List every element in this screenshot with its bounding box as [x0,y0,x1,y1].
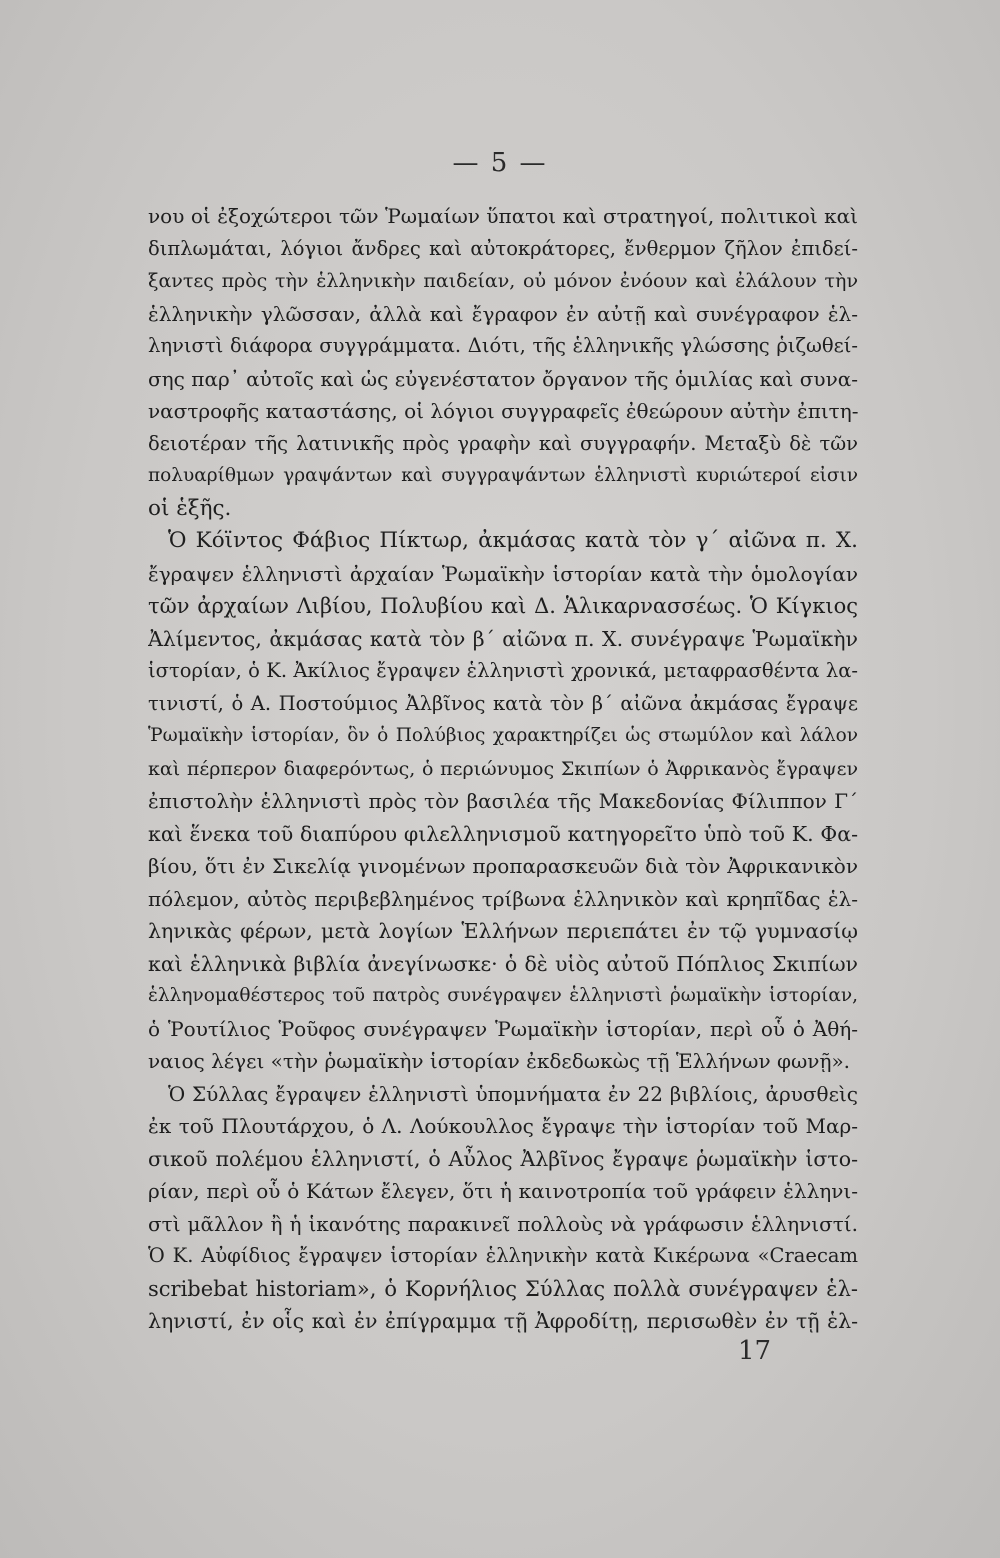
text-line: Ὁ Κ. Αὐφίδιος ἔγραψεν ἱστορίαν ἑλληνικὴν κατὰ Κικέρωνα «Craecam [148,1244,858,1267]
text-line: διπλωμάται, λόγιοι ἄνδρες καὶ αὐτοκράτορες, ἔνθερμον ζῆλον ἐπιδεί- [148,236,858,260]
text-line: βίου, ὅτι ἐν Σικελίᾳ γινομένων προπαρασκευῶν διὰ τὸν Ἀφρικανικὸν [148,854,858,878]
text-line: σικοῦ πολέμου ἑλληνιστί, ὁ Αὖλος Ἀλβῖνος ἔγραψε ῥωμαϊκὴν ἱστο- [148,1146,858,1171]
text-line: ἔγραψεν ἑλληνιστὶ ἀρχαίαν Ῥωμαϊκὴν ἱστορίαν κατὰ τὴν ὁμολογίαν [148,561,858,586]
text-line: Ὁ Σύλλας ἔγραψεν ἑλληνιστὶ ὑπομνήματα ἐν 22 βιβλίοις, ἀρυσθεὶς [168,1081,858,1106]
text-line: scribebat historiam», ὁ Κορνήλιος Σύλλας πολλὰ συνέγραψεν ἑλ- [148,1276,858,1301]
text-line: ἑλληνικὴν γλῶσσαν, ἀλλὰ καὶ ἔγραφον ἐν αὐτῇ καὶ συνέγραφον ἑλ- [148,301,858,326]
text-line: Ῥωμαϊκὴν ἱστορίαν, ὃν ὁ Πολύβιος χαρακτηρίζει ὡς στωμύλον καὶ λάλον [148,725,858,746]
text-line: οἱ ἑξῆς. [148,495,232,521]
text-line: ἑλληνομαθέστερος τοῦ πατρὸς συνέγραψεν ἑλληνιστὶ ῥωμαϊκὴν ἱστορίαν, [148,985,858,1006]
text-line: ναστροφῆς καταστάσης, οἱ λόγιοι συγγραφεῖς ἐθεώρουν αὐτὴν ἐπιτη- [148,399,858,423]
text-line: δειοτέραν τῆς λατινικῆς πρὸς γραφὴν καὶ συγγραφήν. Μεταξὺ δὲ τῶν [148,431,858,455]
text-line: Ὁ Κόϊντος Φάβιος Πίκτωρ, ἀκμάσας κατὰ τὸν γ´ αἰῶνα π. Χ. [168,528,858,553]
text-line: ἱστορίαν, ὁ Κ. Ἀκίλιος ἔγραψεν ἑλληνιστὶ χρονικά, μεταφρασθέντα λα- [148,659,858,682]
text-line: ξαντες πρὸς τὴν ἑλληνικὴν παιδείαν, οὐ μόνον ἐνόουν καὶ ἐλάλουν τὴν [148,270,858,292]
text-line: ὁ Ῥουτίλιος Ῥοῦφος συνέγραψεν Ῥωμαϊκὴν ἱστορίαν, περὶ οὗ ὁ Ἀθή- [148,1016,858,1041]
signature-mark: 17 [738,1336,772,1366]
text-line: ρίαν, περὶ οὗ ὁ Κάτων ἔλεγεν, ὅτι ἡ καινοτροπία τοῦ γράφειν ἑλληνι- [148,1179,858,1203]
text-line: πόλεμον, αὐτὸς περιβεβλημένος τρίβωνα ἑλληνικὸν καὶ κρηπῖδας ἑλ- [148,886,858,911]
text-line: ληνιστί, ἐν οἷς καὶ ἐν ἐπίγραμμα τῇ Ἀφροδίτῃ, περισωθὲν ἐν τῇ ἑλ- [148,1309,858,1333]
text-line: καὶ πέρπερον διαφερόντως, ὁ περιώνυμος Σκιπίων ὁ Ἀφρικανὸς ἔγραψεν [148,757,858,780]
text-line: τῶν ἀρχαίων Λιβίου, Πολυβίου καὶ Δ. Ἁλικαρνασσέως. Ὁ Κίγκιος [148,594,858,618]
text-line: ναιος λέγει «τὴν ῥωμαϊκὴν ἱστορίαν ἐκδεδωκὼς τῇ Ἑλλήνων φωνῇ». [148,1049,851,1073]
text-line: καὶ ἑλληνικὰ βιβλία ἀνεγίνωσκε· ὁ δὲ υἱὸς αὐτοῦ Πόπλιος Σκιπίων [148,951,858,976]
body-text [148,200,858,1338]
text-line: πολυαρίθμων γραψάντων καὶ συγγραψάντων ἑλληνιστὶ κυριώτεροί εἰσιν [148,465,858,486]
text-line: ἐπιστολὴν ἑλληνιστὶ πρὸς τὸν βασιλέα τῆς Μακεδονίας Φίλιππον Γ´ [148,789,858,813]
text-line: Ἀλίμεντος, ἀκμάσας κατὰ τὸν β´ αἰῶνα π. Χ. συνέγραψε Ῥωμαϊκὴν [148,626,858,651]
page-number: — 5 — [452,148,548,178]
text-line: ληνικὰς φέρων, μετὰ λογίων Ἑλλήνων περιεπάτει ἐν τῷ γυμνασίῳ [148,919,858,943]
text-line: νου οἱ ἐξοχώτεροι τῶν Ῥωμαίων ὕπατοι καὶ στρατηγοί, πολιτικοὶ καὶ [148,204,858,228]
text-line: στὶ μᾶλλον ἢ ἡ ἱκανότης παρακινεῖ πολλοὺς νὰ γράφωσιν ἑλληνιστί. [148,1211,858,1236]
text-line: τινιστί, ὁ Α. Ποστούμιος Ἀλβῖνος κατὰ τὸν β´ αἰῶνα ἀκμάσας ἔγραψε [148,691,858,715]
text-line: καὶ ἕνεκα τοῦ διαπύρου φιλελληνισμοῦ κατηγορεῖτο ὑπὸ τοῦ Κ. Φα- [148,821,858,846]
text-line: σης παρ᾽ αὐτοῖς καὶ ὡς εὐγενέστατον ὄργανον τῆς ὁμιλίας καὶ συνα- [148,366,858,391]
text-line: ἐκ τοῦ Πλουτάρχου, ὁ Λ. Λούκουλλος ἔγραψε τὴν ἱστορίαν τοῦ Μαρ- [148,1114,858,1138]
text-line: ληνιστὶ διάφορα συγγράμματα. Διότι, τῆς ἑλληνικῆς γλώσσης ῥιζωθεί- [148,334,858,357]
